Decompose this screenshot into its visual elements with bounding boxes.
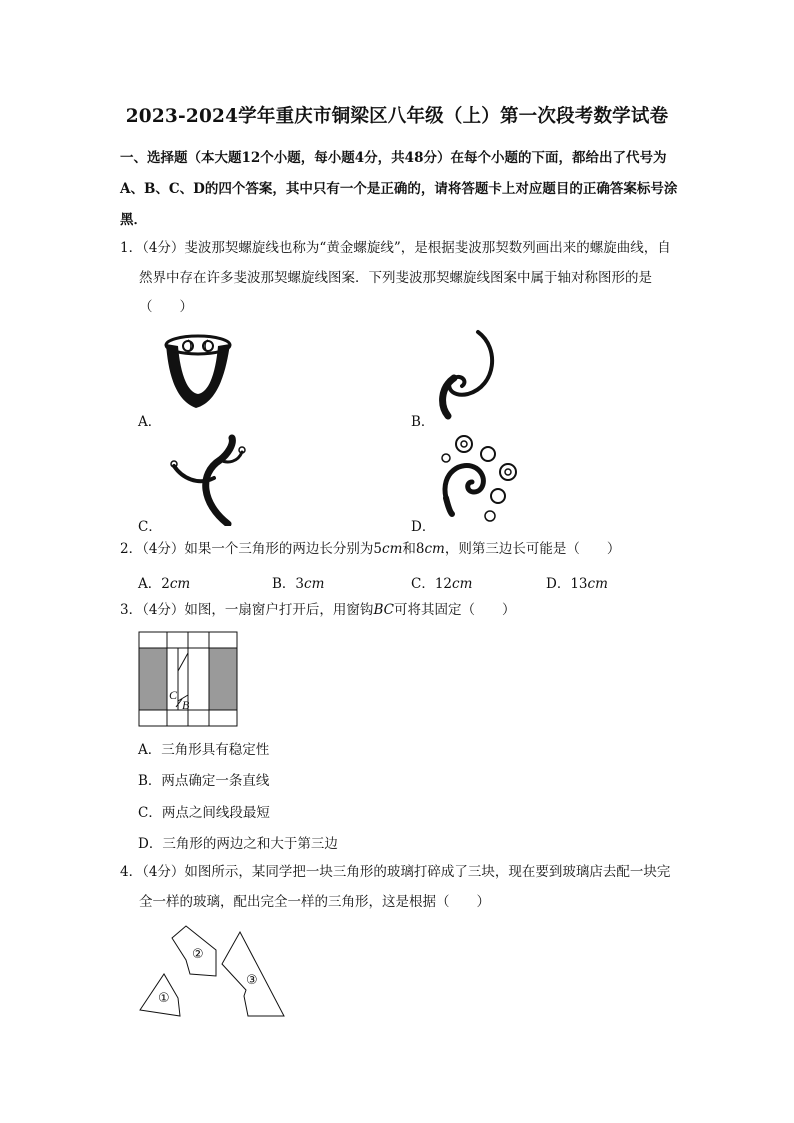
q2-option-d: D．13cm (546, 576, 608, 592)
q3-label-c: C (169, 688, 178, 702)
q3-label-b: B (182, 698, 190, 712)
question-2-text-1: 2．（4分）如果一个三角形的两边长分别为5 (120, 541, 383, 557)
q3-option-d: D．三角形的两边之和大于第三边 (138, 836, 338, 852)
q1-option-b: B． (411, 414, 435, 430)
q3-option-a: A．三角形具有稳定性 (138, 742, 270, 758)
question-3-var: BC (373, 602, 394, 618)
q1-figure-c (162, 434, 252, 526)
q2-option-b: B．3cm (272, 576, 325, 592)
question-1-text: 1．（4分）斐波那契螺旋线也称为“黄金螺旋线”，是根据斐波那契数列画出来的螺旋曲线，自然界中存在许多斐波那契螺旋线图案．下列斐波那契螺旋线图案中属于轴对称图形的是（ ） (120, 240, 671, 315)
q1-figure-b (432, 328, 502, 420)
question-3 (120, 596, 680, 626)
q3-option-c: C．两点之间线段最短 (138, 805, 270, 821)
question-2-unit-1: cm (382, 541, 403, 557)
q4-piece-3: ③ (246, 973, 258, 988)
q4-glass-pieces-figure (136, 920, 292, 1024)
question-1 (120, 234, 680, 323)
q3-window-figure (138, 631, 238, 727)
q1-option-c: C． (138, 519, 162, 535)
page-title: 2023-2024学年重庆市铜梁区八年级（上）第一次段考数学试卷 (125, 106, 669, 127)
q3-option-b: B．两点确定一条直线 (138, 773, 270, 789)
question-4-text: 4．（4分）如图所示，某同学把一块三角形的玻璃打碎成了三块，现在要到玻璃店去配一块完全一样的玻璃，配出完全一样的三角形，这是根据（ ） (120, 864, 671, 910)
q2-option-a: A．2cm (138, 576, 191, 592)
q1-option-d: D． (411, 519, 436, 535)
q1-option-a: A． (138, 414, 162, 430)
question-3-text-2: 可将其固定（ ） (393, 602, 516, 618)
question-2-text-3: ，则第三边长可能是（ ） (444, 541, 621, 557)
q4-piece-1: ① (158, 991, 170, 1006)
q1-figure-d (436, 432, 526, 526)
q2-option-c: C．12cm (411, 576, 473, 592)
q4-piece-2: ② (192, 947, 204, 962)
section-heading: 一、选择题（本大题12个小题，每小题4分，共48分）在每个小题的下面，都给出了代号为A、B、C、D的四个答案，其中只有一个是正确的，请将答题卡上对应题目的正确答案标号涂黑． (120, 150, 678, 228)
question-3-text-1: 3．（4分）如图，一扇窗户打开后，用窗钩 (120, 602, 374, 618)
q1-figure-a (160, 330, 236, 416)
question-2-unit-2: cm (424, 541, 445, 557)
question-2-text-2: 和8 (402, 541, 425, 557)
question-2 (120, 535, 680, 565)
question-4 (120, 858, 680, 917)
